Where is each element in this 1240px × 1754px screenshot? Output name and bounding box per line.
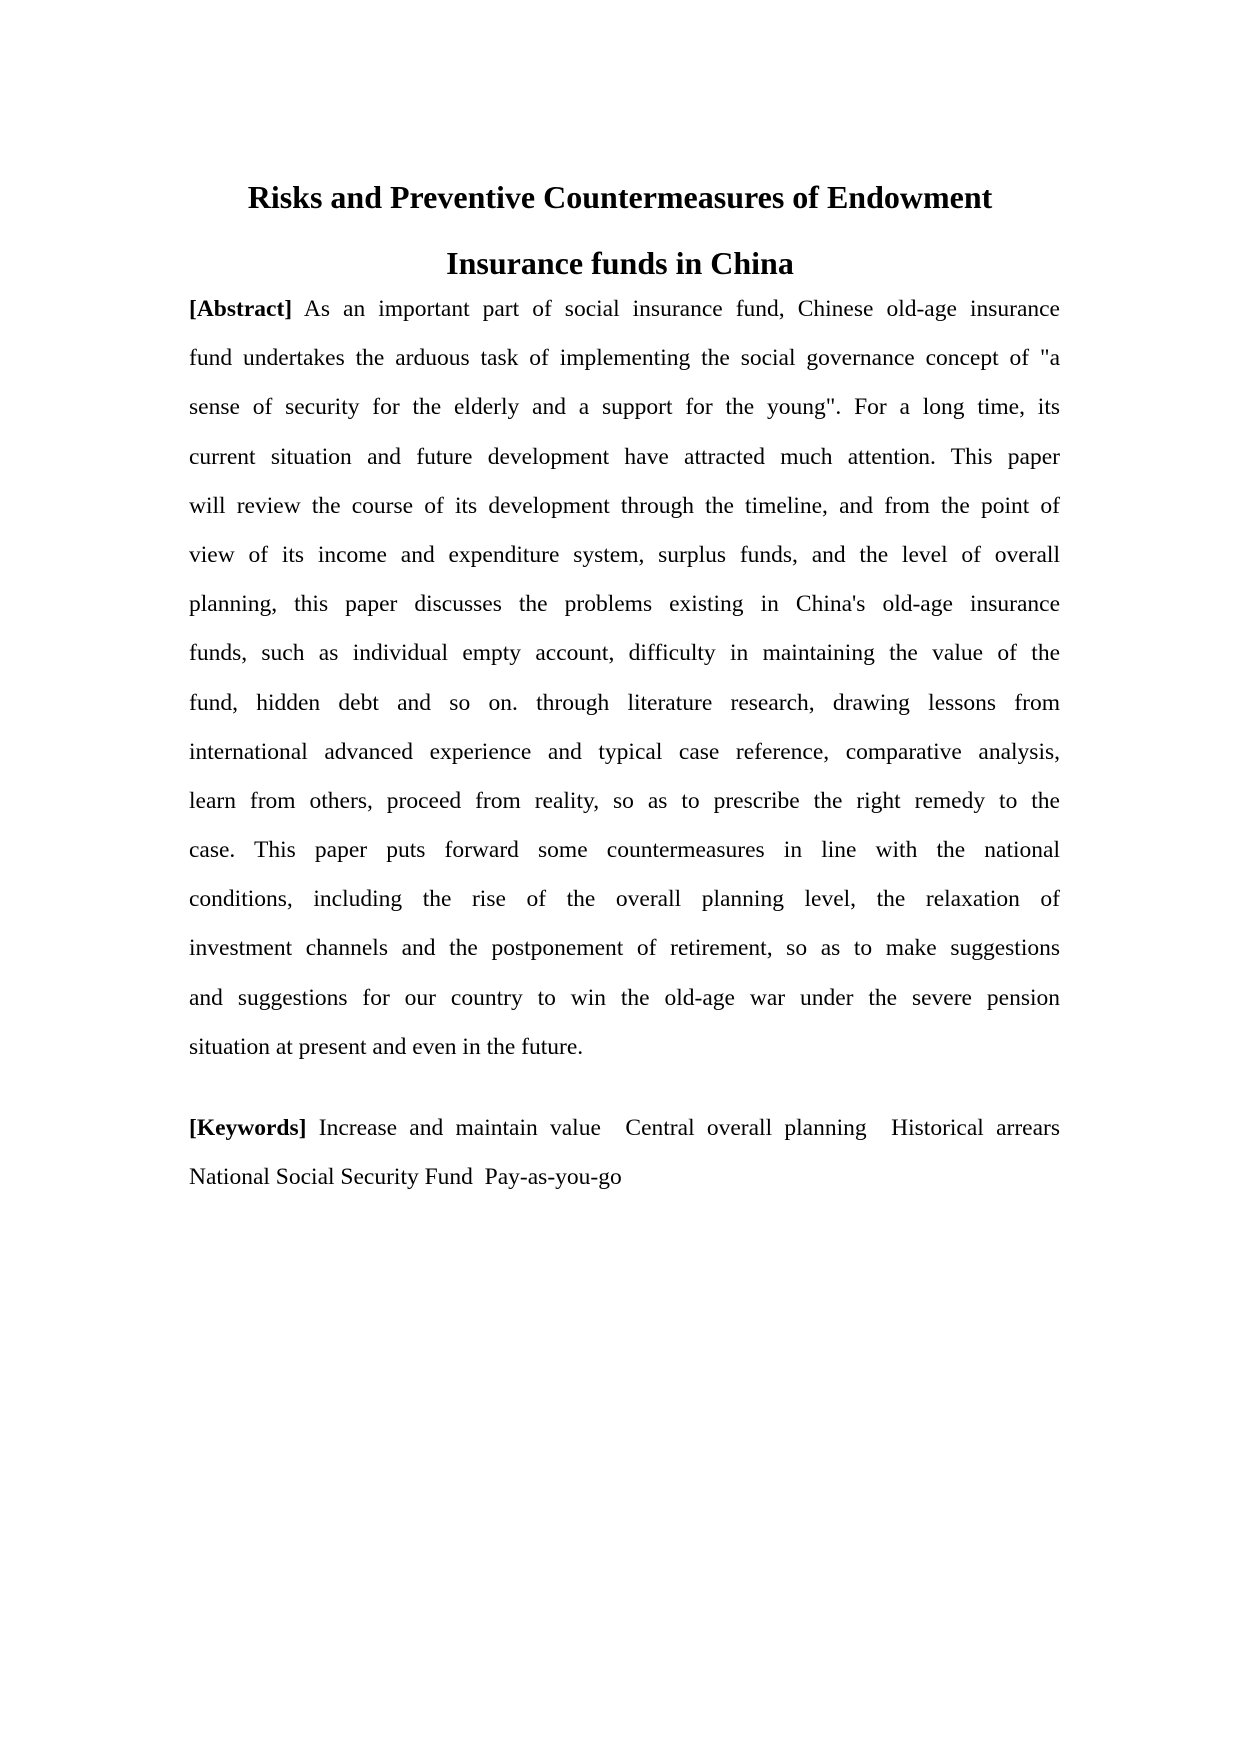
abstract-line: international advanced experience and typical case reference, comparative analysis,: [189, 738, 1060, 765]
keywords-line: [189, 1162, 1060, 1211]
keywords-line: [189, 1113, 1060, 1162]
keywords-text: National Social Security Fund Pay-as-you-go: [189, 1164, 622, 1191]
abstract-line: current situation and future development have attracted much attention. This paper: [189, 443, 1060, 470]
abstract-line: and suggestions for our country to win the old-age war under the severe pension: [189, 984, 1060, 1011]
abstract-line: conditions, including the rise of the overall planning level, the relaxation of: [189, 886, 1060, 913]
paper-title-line-2: Insurance funds in China: [446, 245, 794, 281]
abstract-line: [189, 294, 1060, 343]
abstract-line: planning, this paper discusses the problems existing in China's old-age insurance: [189, 591, 1060, 618]
abstract-line: view of its income and expenditure system, surplus funds, and the level of overall: [189, 541, 1060, 568]
keywords-label: [Keywords]: [189, 1115, 307, 1141]
abstract-text: As an important part of social insurance fund, Chinese old-age insurance: [303, 296, 1060, 322]
keywords-text: Increase and maintain value Central overall planning Historical arrears: [318, 1115, 1061, 1141]
abstract-section: [189, 294, 1060, 1081]
abstract-line: funds, such as individual empty account, difficulty in maintaining the value of the: [189, 640, 1060, 667]
abstract-line: learn from others, proceed from reality, so as to prescribe the right remedy to the: [189, 787, 1060, 814]
abstract-line: situation at present and even in the future.: [189, 1033, 584, 1060]
abstract-label: [Abstract]: [189, 296, 293, 322]
paper-title-line-1: Risks and Preventive Countermeasures of Endowment: [247, 179, 993, 215]
abstract-line: sense of security for the elderly and a support for the young". For a long time, its: [189, 394, 1060, 421]
abstract-line: fund undertakes the arduous task of implementing the social governance concept of "a: [189, 345, 1060, 372]
abstract-line: fund, hidden debt and so on. through literature research, drawing lessons from: [189, 689, 1060, 716]
keywords-section: [189, 1113, 1060, 1211]
abstract-line: will review the course of its development through the timeline, and from the point of: [189, 492, 1060, 519]
abstract-line: investment channels and the postponement of retirement, so as to make suggestions: [189, 935, 1060, 962]
abstract-line: case. This paper puts forward some countermeasures in line with the national: [189, 837, 1060, 864]
